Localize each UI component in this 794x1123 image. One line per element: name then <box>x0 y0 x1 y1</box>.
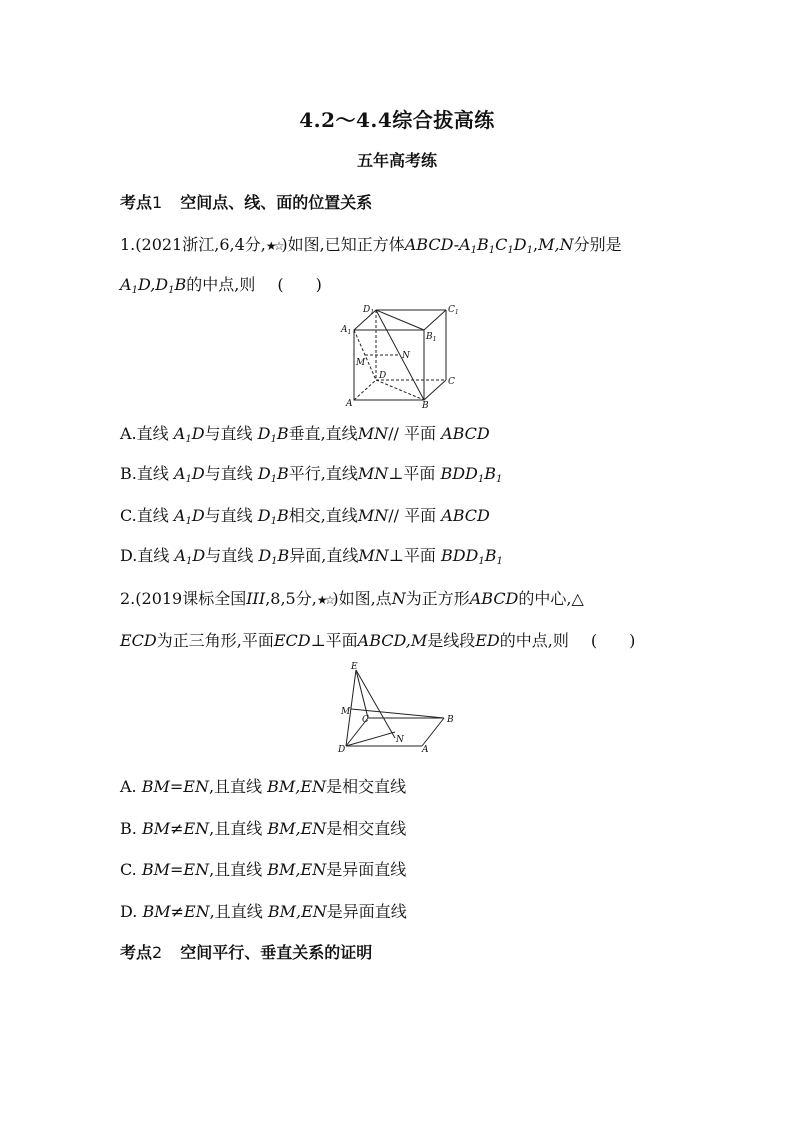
label-E: E <box>351 662 358 672</box>
answer-blank: ( ) <box>590 631 636 650</box>
label-A: A <box>422 745 429 755</box>
cube-figure <box>340 302 460 410</box>
label-A: A <box>346 399 353 409</box>
q2-option-d: D. BM≠EN,且直线 BM,EN是异面直线 <box>120 902 407 921</box>
page-subtitle: 五年高考练 <box>356 151 437 170</box>
question-2-line-2: ECD为正三角形,平面ECD⊥平面ABCD,M是线段ED的中点,则 ( ) <box>120 631 636 650</box>
label-N: N <box>396 735 404 745</box>
q2-option-a: A. BM=EN,且直线 BM,EN是相交直线 <box>120 777 407 796</box>
pyramid-figure <box>336 660 462 756</box>
section-label: 考点 <box>120 193 153 212</box>
q2-option-b: B. BM≠EN,且直线 BM,EN是相交直线 <box>120 819 407 838</box>
section-label: 考点 <box>120 943 153 962</box>
label-N: N <box>402 351 410 361</box>
label-M: M <box>356 358 366 368</box>
label-A1: $A_1$ <box>341 325 352 336</box>
difficulty-stars: ★☆ <box>265 239 282 253</box>
q1-option-a: A.直线 $A_1D$与直线 $D_1B$垂直,直线MN// 平面 ABCD <box>120 424 490 445</box>
q1-option-c: C.直线 $A_1D$与直线 $D_1B$相交,直线MN// 平面 ABCD <box>120 506 490 527</box>
question-2-line-1: 2.(2019课标全国III,8,5分,★☆)如图,点N为正方形ABCD的中心,△ <box>120 589 584 608</box>
label-C1: $C_1$ <box>448 305 459 316</box>
label-D: D <box>379 371 387 381</box>
page-title: 4.2～4.4综合拔高练 <box>299 108 495 132</box>
q2-option-c: C. BM=EN,且直线 BM,EN是异面直线 <box>120 860 407 879</box>
section-name: 空间点、线、面的位置关系 <box>180 193 373 212</box>
label-B: B <box>422 401 429 410</box>
q1-option-d: D.直线 $A_1D$与直线 $D_1B$异面,直线MN⊥平面 $BDD_1B_1$ <box>120 546 503 567</box>
question-1-line-1: 1.(2021浙江,6,4分,★☆)如图,已知正方体ABCD-$A_1B_1C_1D_1,M,N$分别是 <box>120 235 622 256</box>
label-D1: $D_1$ <box>363 305 375 316</box>
label-B: B <box>447 715 454 725</box>
q1-option-b: B.直线 $A_1D$与直线 $D_1B$平行,直线MN⊥平面 $BDD_1B_1$ <box>120 464 503 485</box>
label-M: M <box>341 707 351 717</box>
answer-blank: ( ) <box>277 275 322 294</box>
label-D: D <box>338 745 346 755</box>
label-C: C <box>362 715 369 725</box>
label-C: C <box>448 377 455 387</box>
section-number: 2 <box>152 943 163 962</box>
question-1-line-2: $A_1D,D_1B$的中点,则 ( ) <box>120 275 322 296</box>
section-number: 1 <box>152 193 163 212</box>
section-heading-2 <box>120 940 372 963</box>
label-B1: $B_1$ <box>426 332 437 343</box>
section-name: 空间平行、垂直关系的证明 <box>180 943 373 962</box>
section-heading-1 <box>120 190 372 213</box>
difficulty-stars: ★☆ <box>316 593 333 607</box>
